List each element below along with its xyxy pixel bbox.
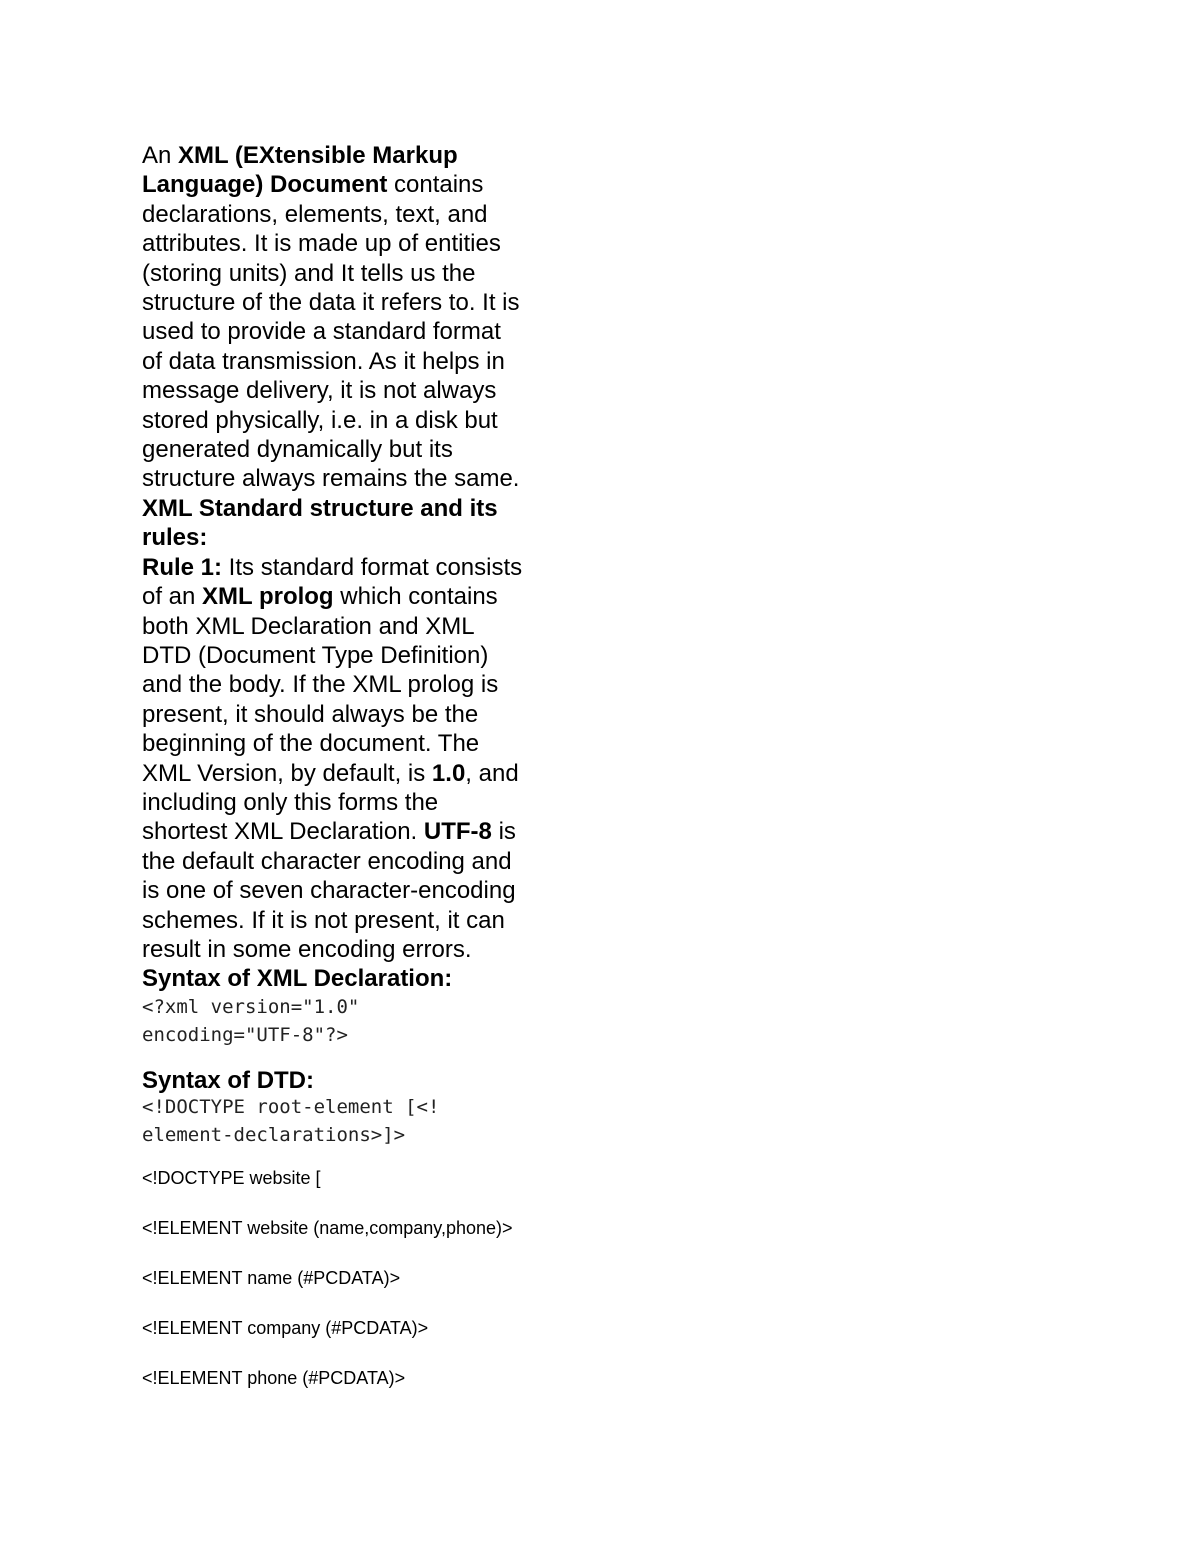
rule-1-paragraph: Rule 1: Its standard format consists of an XML prolog which contains both XML Declaration and XML DTD (Document Type Definition) and the body. If the XML prolog is present, it should always be the beginning of the document. The XML Version, by default, is 1.0, and including only this forms the shortest XML Declaration. UTF-8 is the default character encoding and is one of seven character-encoding schemes. If it is not present, it can result in some encoding errors. xyxy=(142,553,523,963)
dtd-example-line: <!ELEMENT company (#PCDATA)> xyxy=(142,1318,429,1339)
intro-paragraph: An XML (EXtensible Markup Language) Document contains declarations, elements, text, and attributes. It is made up of entities (storing units) and It tells us the structure of the data it refers to. It is used to provide a standard format of data transmission. As it helps in message delivery, it is not always stored physically, i.e. in a disk but generated dynamically but its structure always remains the same. xyxy=(142,142,520,493)
version-value: 1.0 xyxy=(431,759,466,787)
rule-1-label: Rule 1: xyxy=(142,553,223,581)
dtd-heading: Syntax of DTD: xyxy=(142,1066,315,1094)
xml-prolog-term: XML prolog xyxy=(202,583,334,611)
dtd-example-line: <!DOCTYPE website [ xyxy=(142,1168,321,1189)
xml-declaration-code: <?xml version="1.0" encoding="UTF-8"?> xyxy=(142,995,360,1046)
document-body xyxy=(142,141,562,1389)
encoding-value: UTF-8 xyxy=(423,818,492,846)
dtd-example xyxy=(142,1167,562,1389)
xml-declaration-heading: Syntax of XML Declaration: xyxy=(142,965,453,993)
dtd-example-line: <!ELEMENT phone (#PCDATA)> xyxy=(142,1368,406,1389)
dtd-example-line: <!ELEMENT name (#PCDATA)> xyxy=(142,1268,401,1289)
dtd-example-line: <!ELEMENT website (name,company,phone)> xyxy=(142,1218,513,1239)
structure-heading: XML Standard structure and its rules: xyxy=(142,494,498,552)
dtd-syntax-code: <!DOCTYPE root-element [<! element-declarations>]> xyxy=(142,1096,440,1147)
document-term: Language) Document xyxy=(142,171,388,199)
xml-term: XML (EXtensible Markup xyxy=(178,142,458,169)
